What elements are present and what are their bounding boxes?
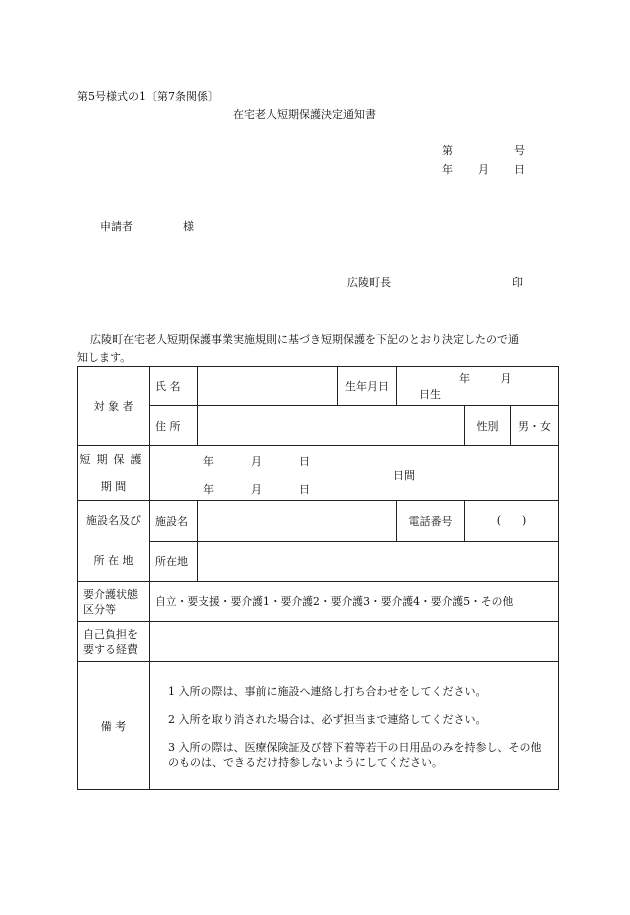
remarks-header: 備 考: [78, 662, 150, 790]
facility-header-line1: 施設名及び: [86, 514, 141, 527]
cost-header-line2: 要する経費: [83, 642, 138, 656]
name-label: 氏 名: [150, 367, 198, 406]
address-field[interactable]: [198, 406, 465, 446]
date-day: 日: [514, 163, 525, 176]
period-header: [78, 446, 150, 501]
recipient-honorific: 様: [183, 220, 194, 233]
period-start-year: 年: [203, 454, 214, 468]
cost-row: [78, 622, 559, 662]
period-days: 日間: [393, 468, 415, 482]
body-text-line2: 知します。: [77, 351, 132, 364]
cost-header: [78, 622, 150, 662]
care-level-header-line2: 区分等: [83, 602, 116, 616]
care-level-header: [78, 582, 150, 622]
sex-options[interactable]: 男・女: [511, 406, 559, 446]
facility-name-field[interactable]: [198, 501, 397, 542]
recipient-label: 申請者: [100, 220, 133, 233]
facility-location-row: [78, 541, 559, 582]
location-field[interactable]: [198, 541, 559, 582]
remark-item-2: 2 入所を取り消された場合は、必ず担当まで連絡してください。: [168, 712, 487, 726]
remarks-row: [78, 662, 559, 790]
date-year: 年: [442, 163, 453, 176]
location-label: 所在地: [150, 541, 198, 582]
phone-label: 電話番号: [397, 501, 465, 542]
birthdate-year: 年: [459, 372, 470, 385]
address-label: 住 所: [150, 406, 198, 446]
decision-table: [77, 366, 559, 790]
birthdate-label: 生年月日: [338, 367, 397, 406]
care-level-row: [78, 582, 559, 622]
period-end-month: 月: [251, 482, 262, 496]
care-level-header-line1: 要介護状態: [83, 587, 138, 601]
phone-field[interactable]: ( ): [465, 501, 559, 542]
period-header-line2: 期 間: [100, 480, 127, 493]
birthdate-field[interactable]: [397, 367, 559, 406]
facility-name-row: [78, 501, 559, 542]
cost-header-line1: 自己負担を: [83, 627, 138, 641]
doc-number-suffix: 号: [514, 144, 525, 157]
facility-header-line2: 所 在 地: [93, 554, 134, 567]
remark-item-3: 3 入所の際は、医療保険証及び替下着等若干の日用品のみを持参し、その他のものは、できるだけ持参しないようにしてください。: [168, 740, 542, 769]
subject-address-row: [78, 406, 559, 446]
sex-label: 性別: [465, 406, 511, 446]
doc-number-prefix: 第: [442, 144, 453, 157]
period-end-year: 年: [203, 482, 214, 496]
subject-header: 対 象 者: [78, 367, 150, 446]
document-title: 在宅老人短期保護決定通知書: [233, 108, 376, 121]
period-end-day: 日: [299, 482, 310, 496]
period-row: [78, 446, 559, 501]
period-start-month: 月: [251, 454, 262, 468]
period-header-line1: 短期保護: [79, 453, 148, 466]
seal-mark: 印: [512, 276, 523, 289]
date-month: 月: [478, 163, 489, 176]
period-start-day: 日: [299, 454, 310, 468]
issuer-name: 広陵町長: [347, 276, 391, 289]
care-level-options[interactable]: 自立・要支援・要介護1・要介護2・要介護3・要介護4・要介護5・その他: [150, 582, 559, 622]
remarks-list: [150, 662, 559, 790]
remark-item-1: 1 入所の際は、事前に施設へ連絡し打ち合わせをしてください。: [168, 684, 487, 698]
cost-field[interactable]: [150, 622, 559, 662]
form-number: 第5号様式の1〔第7条関係〕: [77, 90, 219, 103]
period-field[interactable]: [150, 446, 559, 501]
facility-name-label: 施設名: [150, 501, 198, 542]
birthdate-month: 月: [500, 372, 512, 385]
birthdate-day: 日生: [419, 388, 441, 401]
facility-header: [78, 501, 150, 582]
name-field[interactable]: [198, 367, 338, 406]
body-text-line1: 広陵町在宅老人短期保護事業実施規則に基づき短期保護を下記のとおり決定したので通: [90, 333, 519, 346]
subject-name-row: [78, 367, 559, 406]
